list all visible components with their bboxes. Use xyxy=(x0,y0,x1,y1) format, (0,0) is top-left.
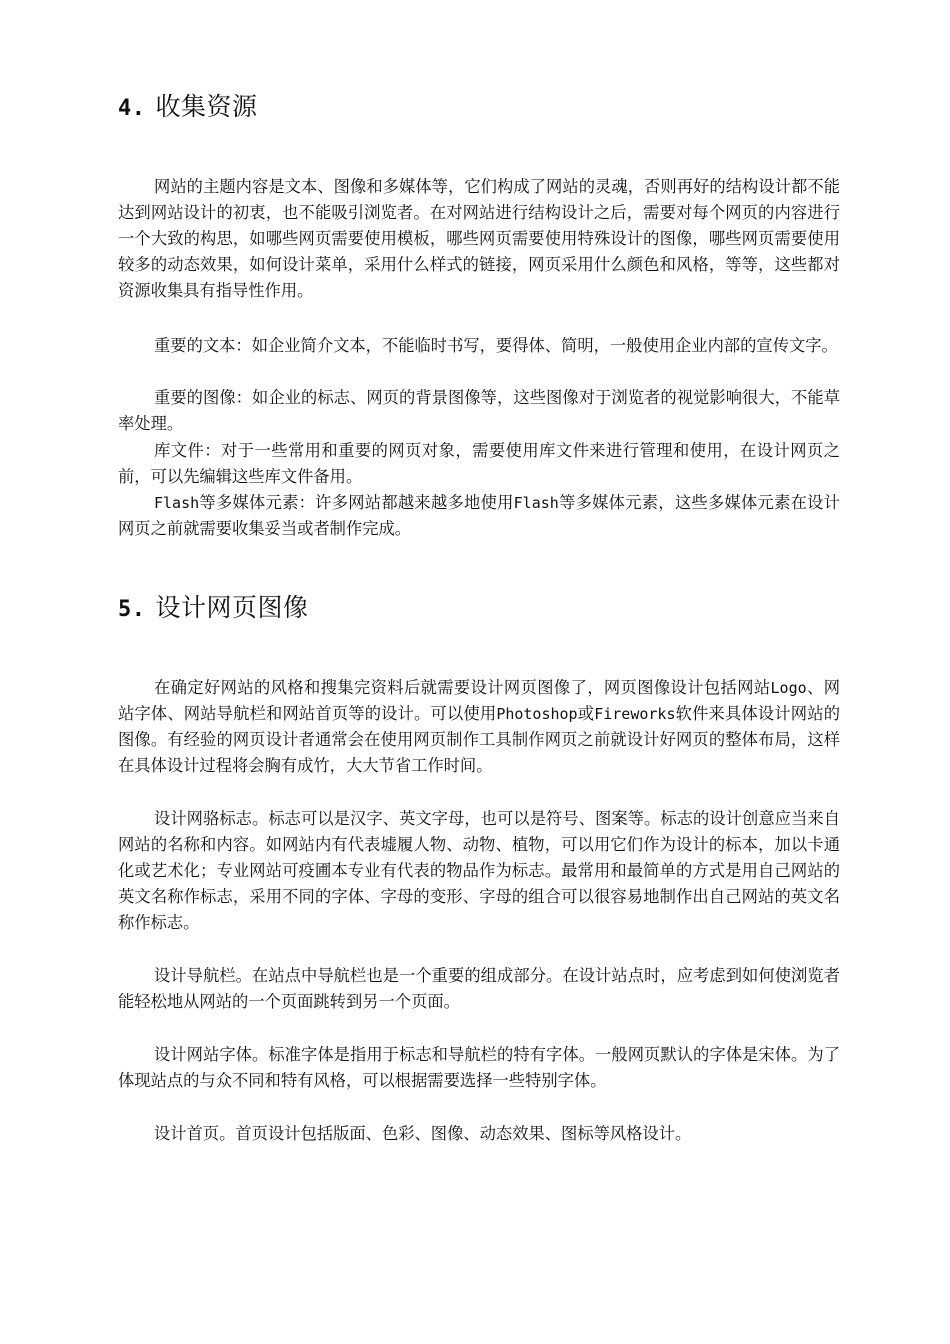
section-5-intro-paragraph xyxy=(118,675,840,779)
library-file-paragraph: 库文件：对于一些常用和重要的网页对象，需要使用库文件来进行管理和使用，在设计网页之前，可以先编辑这些库文件备用。 xyxy=(118,441,840,486)
design-font-paragraph: 设计网站字体。标准字体是指用于标志和导航栏的特有字体。一般网页默认的字体是宋体。为了体现站点的与众不同和特有风格，可以根据需要选择一些特别字体。 xyxy=(118,1045,840,1090)
section-5-number: 5. xyxy=(118,597,146,622)
important-text-paragraph: 重要的文本：如企业简介文本，不能临时书写，要得体、简明，一般使用企业内部的宣传文字。 xyxy=(154,336,838,355)
section-4-title: 收集资源 xyxy=(155,92,258,121)
flash-media-paragraph xyxy=(118,490,840,542)
intro-text-4: 软件来具体设计网站的图像。有经验的网页设计者通常会在使用网页制作工具制作网页之前就设计好网页的整体布局，这样在具体设计过程将会胸有成竹，大大节省工作时间。 xyxy=(118,704,840,775)
section-5-heading xyxy=(118,592,309,626)
flash-term: Flash xyxy=(154,494,200,512)
section-4-number: 4. xyxy=(118,96,146,121)
section-4-intro-paragraph: 网站的主题内容是文本、图像和多媒体等，它们构成了网站的灵魂，否则再好的结构设计都不能达到网站设计的初衷，也不能吸引浏览者。在对网站进行结构设计之后，需要对每个网页的内容进行一个大致的构思，如哪些网页需要使用模板，哪些网页需要使用特殊设计的图像，哪些网页需要使用较多的动态效果，如何设计菜单，采用什么样式的链接，网页采用什么颜色和风格，等等，这些都对资源收集具有指导性作用。 xyxy=(118,177,840,300)
important-image-paragraph: 重要的图像：如企业的标志、网页的背景图像等，这些图像对于浏览者的视觉影响很大，不能草率处理。 xyxy=(118,388,840,433)
intro-text-1: 在确定好网站的风格和搜集完资料后就需要设计网页图像了，网页图像设计包括网站 xyxy=(154,678,771,697)
photoshop-term: Photoshop xyxy=(496,705,578,723)
intro-text-2: 、网站字体、网站导航栏和网站首页等的设计。可以使用 xyxy=(118,678,840,723)
flash-text-1: 等多媒体元素：许多网站都越来越多地使用 xyxy=(199,493,514,512)
fireworks-term: Fireworks xyxy=(594,705,676,723)
design-navbar-paragraph: 设计导航栏。在站点中导航栏也是一个重要的组成部分。在设计站点时，应考虑到如何使浏览者能轻松地从网站的一个页面跳转到另一个页面。 xyxy=(118,966,840,1011)
design-homepage-paragraph: 设计首页。首页设计包括版面、色彩、图像、动态效果、图标等风格设计。 xyxy=(154,1124,692,1143)
flash-text-2: 等多媒体元素，这些多媒体元素在设计网页之前就需要收集妥当或者制作完成。 xyxy=(118,493,840,538)
intro-text-3: 或 xyxy=(577,704,595,723)
section-5-title: 设计网页图像 xyxy=(155,593,309,622)
design-logo-paragraph: 设计网骆标志。标志可以是汉字、英文字母，也可以是符号、图案等。标志的设计创意应当来自网站的名称和内容。如网站内有代表墟履人物、动物、植物，可以用它们作为设计的标本，加以卡通化或艺术化；专业网站可疫圃本专业有代表的物品作为标志。最常用和最简单的方式是用自己网站的英文名称作标志，采用不同的字体、字母的变形、字母的组合可以很容易地制作出自己网站的英文名称作标志。 xyxy=(118,809,840,932)
section-4-heading xyxy=(118,91,258,125)
logo-term: Logo xyxy=(770,679,807,697)
flash-term: Flash xyxy=(513,494,559,512)
